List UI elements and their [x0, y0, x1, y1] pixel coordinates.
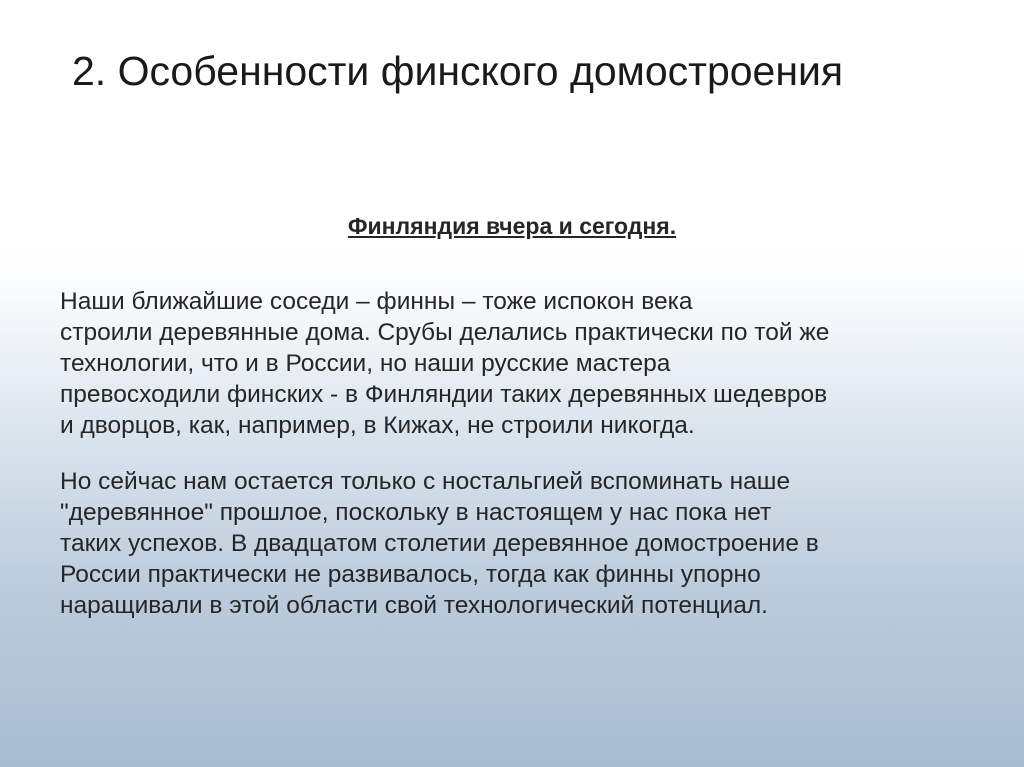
paragraph-line: и дворцов, как, например, в Кижах, не строили никогда. — [60, 412, 695, 439]
paragraph-1 — [60, 286, 980, 441]
paragraph-line: технологии, что и в России, но наши русские мастера — [60, 350, 671, 377]
paragraph-line: Но сейчас нам остается только с ностальгией вспоминать наше — [60, 468, 791, 495]
paragraph-line: превосходили финских - в Финляндии таких деревянных шедевров — [60, 381, 828, 408]
paragraph-line: наращивали в этой области свой технологический потенциал. — [60, 592, 768, 619]
slide-subtitle: Финляндия вчера и сегодня. — [347, 213, 677, 239]
paragraph-2 — [60, 466, 980, 621]
paragraph-line: Наши ближайшие соседи – финны – тоже испокон века — [60, 288, 693, 315]
slide-title: 2. Особенности финского домостроения — [72, 48, 844, 94]
paragraph-line: строили деревянные дома. Срубы делались практически по той же — [60, 319, 830, 346]
paragraph-line: России практически не развивалось, тогда как финны упорно — [60, 561, 761, 588]
paragraph-line: "деревянное" прошлое, поскольку в настоящем у нас пока нет — [60, 499, 772, 526]
paragraph-line: таких успехов. В двадцатом столетии деревянное домостроение в — [60, 530, 819, 557]
